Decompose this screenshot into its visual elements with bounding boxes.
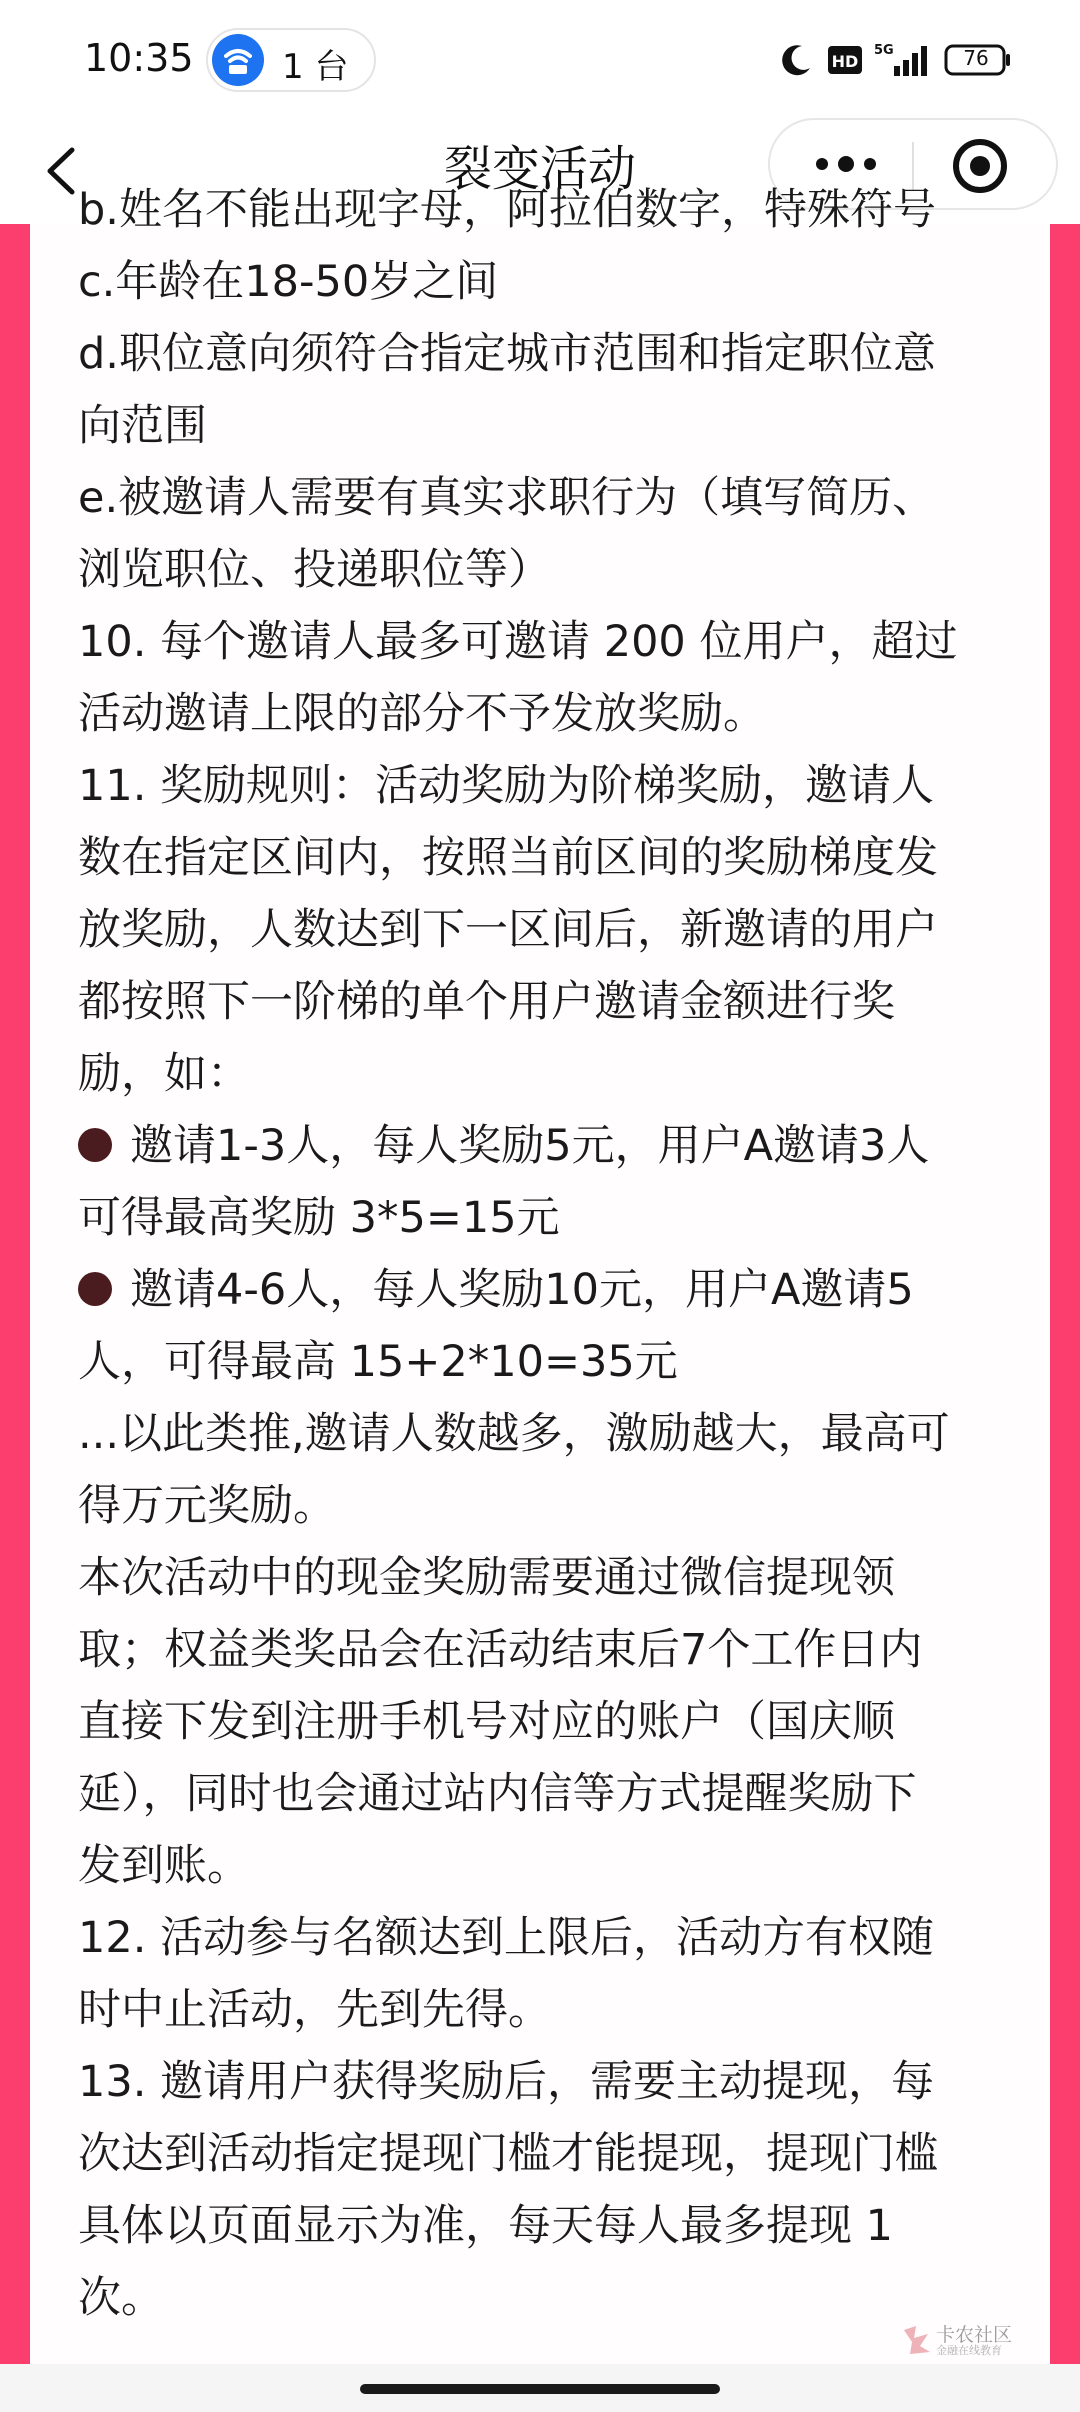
rules-line-text: 延），同时也会通过站内信等方式提醒奖励下 (78, 1769, 917, 1819)
rules-line (78, 894, 1018, 966)
rules-line (78, 1326, 1018, 1398)
hotspot-count: 1 台 (282, 47, 349, 87)
rules-line-text: b.姓名不能出现字母，阿拉伯数字，特殊符号 (78, 185, 936, 235)
rules-line-text: 时中止活动，先到先得。 (78, 1985, 551, 2035)
hotspot-indicator[interactable] (206, 28, 376, 92)
watermark (900, 2320, 1030, 2364)
watermark-title: 卡农社区 (936, 2324, 1013, 2346)
rules-line-text: 次。 (78, 2273, 164, 2323)
rules-line-text: 邀请4-6人，每人奖励10元，用户A邀请5 (130, 1265, 914, 1315)
rules-line-text: d.职位意向须符合指定城市范围和指定职位意 (78, 329, 936, 379)
rules-line (78, 2190, 1018, 2262)
rules-line-text: e.被邀请人需要有真实求职行为（填写简历、 (78, 473, 936, 523)
rules-line-text: 邀请1-3人，每人奖励5元，用户A邀请3人 (130, 1121, 930, 1171)
rules-line (78, 1398, 1018, 1470)
rules-line (78, 678, 1018, 750)
rules-line-text: 活动邀请上限的部分不予发放奖励。 (78, 689, 766, 739)
rules-line-text: 12. 活动参与名额达到上限后，活动方有权随 (78, 1913, 935, 1963)
rules-line-text: 次达到活动指定提现门槛才能提现，提现门槛 (78, 2129, 938, 2179)
rules-line (78, 966, 1018, 1038)
status-bar (0, 0, 1080, 118)
rules-line (78, 2046, 1018, 2118)
rules-line-text: 放奖励，人数达到下一区间后，新邀请的用户 (78, 905, 938, 955)
rules-line-text: ...以此类推,邀请人数越多，激励越大，最高可 (78, 1409, 950, 1459)
rules-card[interactable] (30, 185, 1050, 2364)
signal-5g-icon (872, 40, 932, 80)
rules-line (78, 318, 1018, 390)
rules-line-text: 本次活动中的现金奖励需要通过微信提现领 (78, 1553, 895, 1603)
rules-text (78, 174, 1018, 2334)
rules-line-text: 具体以页面显示为准，每天每人最多提现 1 (78, 2201, 894, 2251)
rules-line-text: 11. 奖励规则：活动奖励为阶梯奖励，邀请人 (78, 761, 935, 811)
rules-line (78, 534, 1018, 606)
status-time: 10:35 (84, 36, 194, 80)
bullet-icon (78, 1272, 112, 1306)
rules-line (78, 822, 1018, 894)
rules-line-text: 取；权益类奖品会在活动结束后7个工作日内 (78, 1625, 923, 1675)
rules-line (78, 1254, 1018, 1326)
rules-line-text: 10. 每个邀请人最多可邀请 200 位用户，超过 (78, 617, 958, 667)
rules-line-text: 数在指定区间内，按照当前区间的奖励梯度发 (78, 833, 938, 883)
rules-line-text: 发到账。 (78, 1841, 250, 1891)
hotspot-icon (212, 34, 264, 86)
rules-line (78, 390, 1018, 462)
rules-line (78, 2262, 1018, 2334)
bullet-icon (78, 1128, 112, 1162)
rules-line (78, 1038, 1018, 1110)
rules-line-text: 得万元奖励。 (78, 1481, 336, 1531)
watermark-subtitle: 金融在线教育 (936, 2344, 1002, 2357)
battery-level: 76 (963, 46, 989, 70)
rules-line-text: 向范围 (78, 401, 207, 451)
svg-text:HD: HD (831, 52, 859, 71)
battery-icon (944, 40, 1012, 80)
rules-line (78, 1758, 1018, 1830)
rules-line (78, 606, 1018, 678)
rules-line-text: c.年龄在18-50岁之间 (78, 257, 499, 307)
rules-line-text: 可得最高奖励 3*5=15元 (78, 1193, 560, 1243)
rules-line (78, 462, 1018, 534)
home-indicator[interactable] (360, 2384, 720, 2394)
rules-line (78, 750, 1018, 822)
rules-line-text: 人，可得最高 15+2*10=35元 (78, 1337, 678, 1387)
rules-line-text: 浏览职位、投递职位等） (78, 545, 551, 595)
rules-line (78, 1830, 1018, 1902)
rules-line (78, 1110, 1018, 1182)
rules-line-text: 13. 邀请用户获得奖励后，需要主动提现，每 (78, 2057, 935, 2107)
rules-line (78, 1614, 1018, 1686)
page-title: 裂变活动 (443, 141, 636, 197)
rules-line (78, 1686, 1018, 1758)
rules-line-text: 都按照下一阶梯的单个用户邀请金额进行奖 (78, 977, 895, 1027)
svg-text:5G: 5G (874, 43, 894, 58)
hd-icon (826, 40, 864, 80)
rules-line (78, 1182, 1018, 1254)
rules-line (78, 174, 1018, 246)
rules-line (78, 246, 1018, 318)
rules-line (78, 1470, 1018, 1542)
rules-line (78, 1974, 1018, 2046)
rules-line (78, 1902, 1018, 1974)
watermark-logo-icon (900, 2324, 932, 2356)
rules-line (78, 2118, 1018, 2190)
rules-line (78, 1542, 1018, 1614)
rules-line-text: 励，如： (78, 1049, 250, 1099)
bottom-bar (0, 2364, 1080, 2412)
moon-icon (776, 40, 816, 80)
rules-line-text: 直接下发到注册手机号对应的账户（国庆顺 (78, 1697, 895, 1747)
